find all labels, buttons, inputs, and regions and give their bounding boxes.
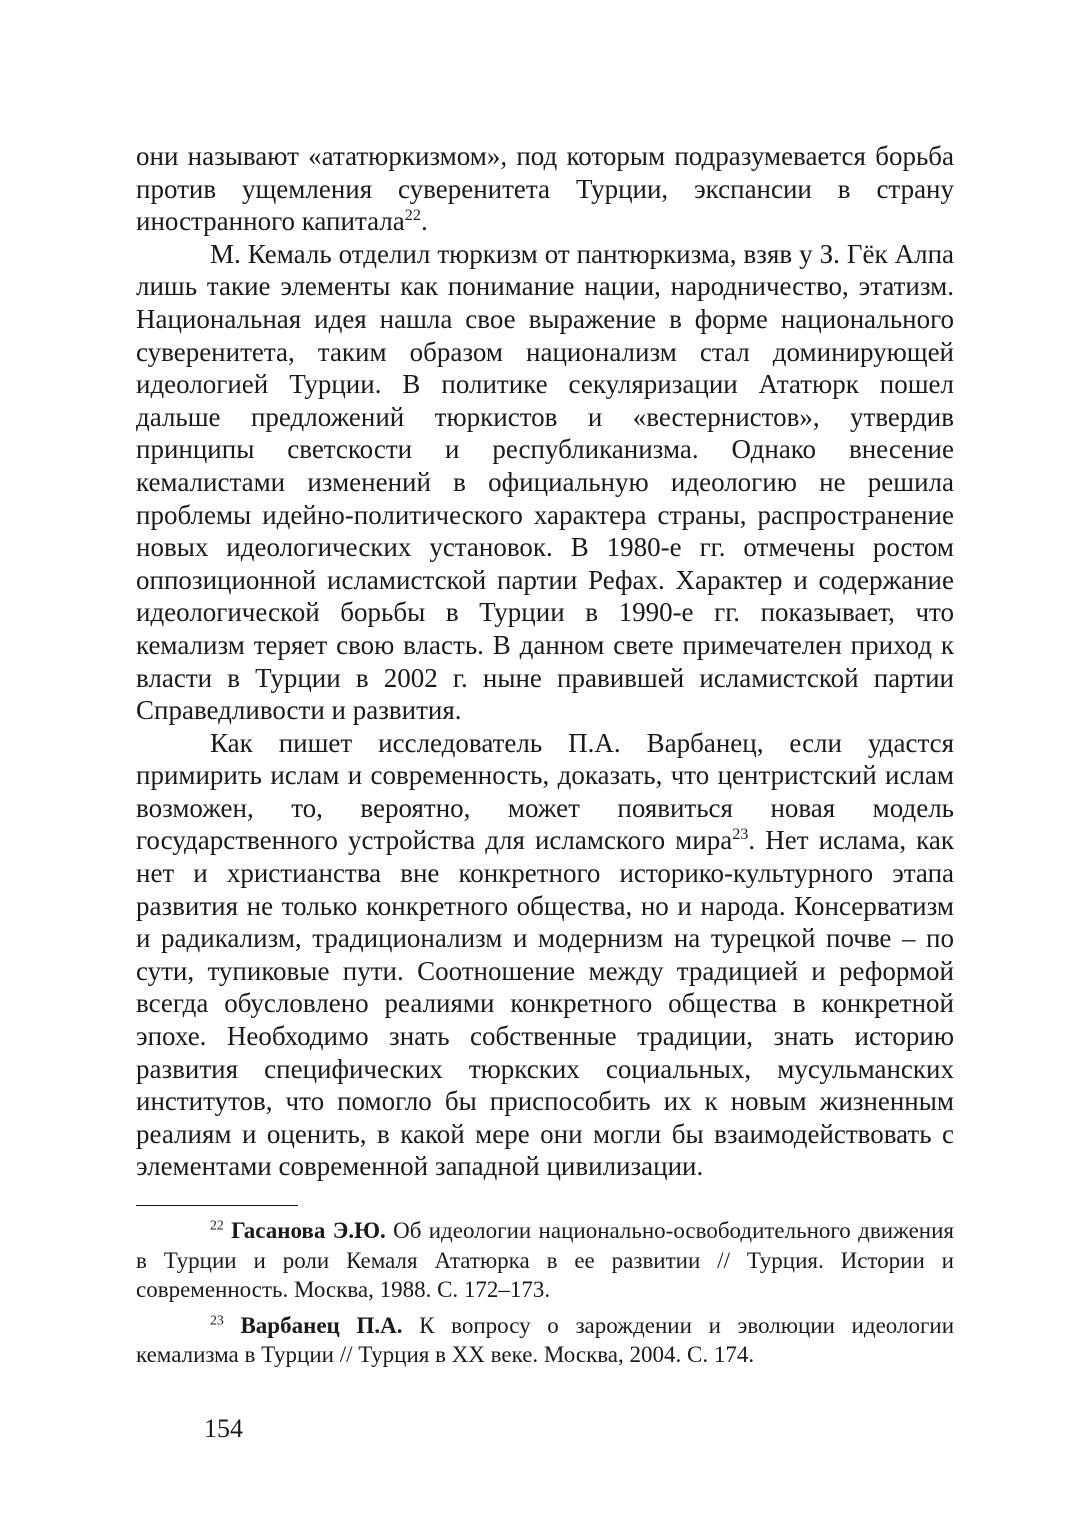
paragraph-1-end: . (420, 206, 428, 237)
paragraph-3 (136, 727, 954, 1183)
page-content (136, 140, 954, 1376)
paragraph-1 (136, 140, 954, 238)
paragraph-3-text-after: . Нет ислама, как нет и христианства вне конкретного историко-культурного этапа развития не только конкретного общества, но и народа. Консерватизм и радикализм, традиционализм и модернизм на турецкой почве – по сути, тупиковые пути. Соотношение между традицией и реформой всегда обусловлено реалиями конкретного общества в конкретной эпохе. Необходимо знать собственные традиции, знать историю развития специфических тюркских социальных, мусульманских институтов, что помогло бы приспособить их к новым жизненным реалиям и оценить, в какой мере они могли бы взаимодействовать с элементами современной западной цивилизации. (136, 825, 954, 1182)
body-text (136, 140, 954, 1183)
footnote-text: К вопросу о зарождении и эволюции идеологии кемализма в Турции // Турция в XX веке. Москва, 2004. С. 174. (136, 1312, 955, 1367)
footnote-divider (136, 1205, 298, 1206)
paragraph-3-text-before: Как пишет исследователь П.А. Варбанец, если удастся примирить ислам и современность, доказать, что центристский ислам возможен, то, вероятно, может появиться новая модель государственного устройства для исламского мира (136, 727, 954, 856)
paragraph-1-text: они называют «ататюркизмом», под которым подразумевается борьба против ущемления суверенитета Турции, экспансии в страну иностранного капитала (136, 141, 954, 237)
footnote-number: 23 (210, 1311, 224, 1327)
footnote-ref-23: 23 (732, 825, 749, 844)
footnote-text: Об идеологии национально-освободительного движения в Турции и роли Кемаля Ататюрка в ее развитии // Турция. Истории и современность. Москва, 1988. С. 172–173. (136, 1218, 954, 1302)
footnote-23 (136, 1311, 954, 1370)
page-number: 154 (204, 1414, 243, 1443)
footnote-author: Гасанова Э.Ю. (231, 1218, 386, 1243)
footnotes (136, 1216, 954, 1370)
footnote-ref-22: 22 (404, 206, 421, 225)
paragraph-2: М. Кемаль отделил тюркизм от пантюркизма, взяв у З. Гёк Алпа лишь такие элементы как понимание нации, народничество, этатизм. Национальная идея нашла свое выражение в форме национального суверенитета, таким образом национализм стал доминирующей идеологией Турции. В политике секуляризации Ататюрк пошел дальше предложений тюркистов и «вестернистов», утвердив принципы светскости и республиканизма. Однако внесение кемалистами изменений в официальную идеологию не решила проблемы идейно-политического характера страны, распространение новых идеологических установок. В 1980-е гг. отмечены ростом оппозиционной исламистской партии Рефах. Характер и содержание идеологической борьбы в Турции в 1990-е гг. показывает, что кемализм теряет свою власть. В данном свете примечателен приход к власти в Турции в 2002 г. ныне правившей исламистской партии Справедливости и развития. (136, 238, 954, 726)
footnote-number: 22 (210, 1217, 224, 1233)
footnote-22 (136, 1216, 954, 1305)
footnote-author: Варбанец П.А. (240, 1312, 403, 1338)
